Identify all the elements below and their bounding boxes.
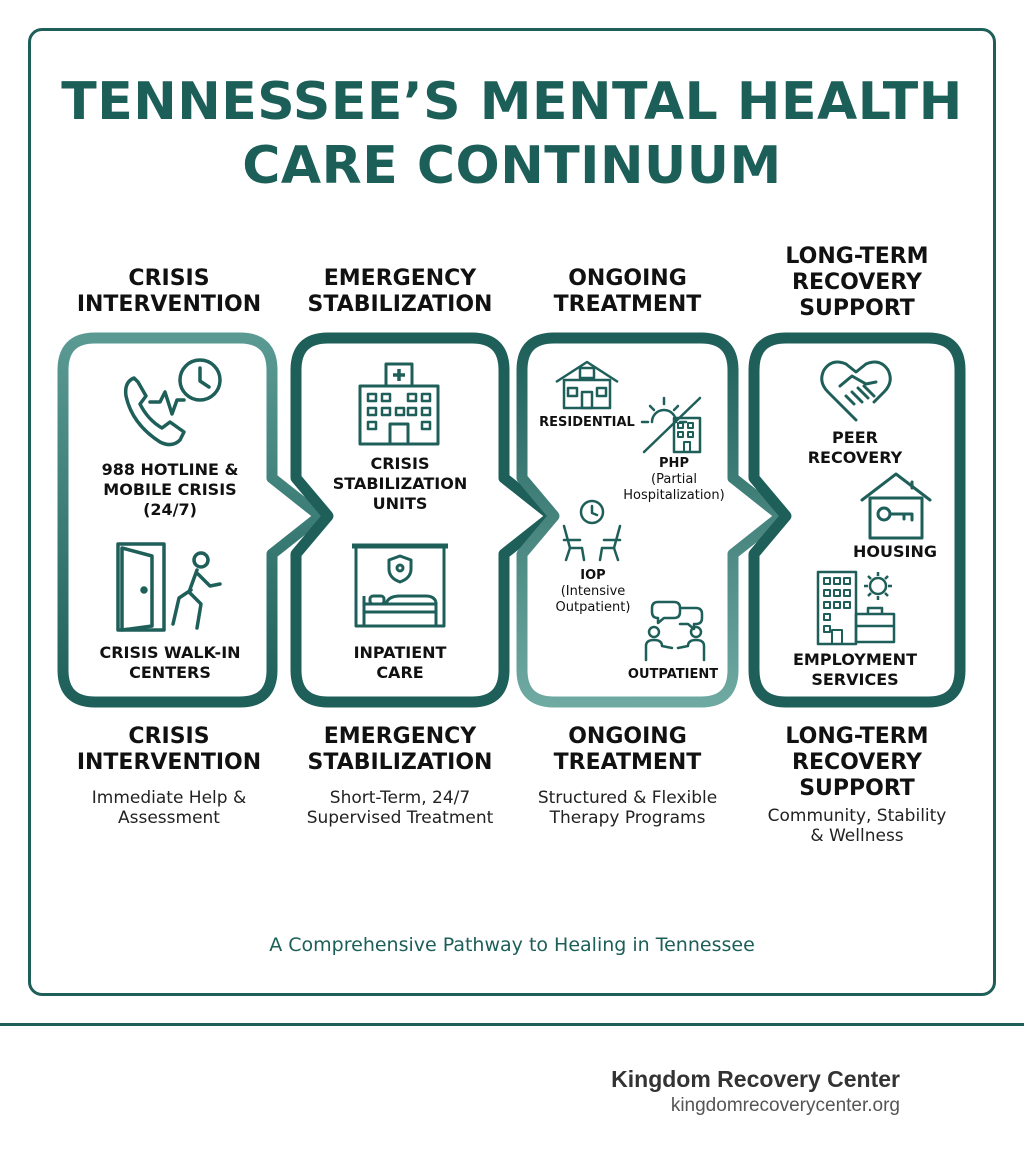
- service-label-line: INPATIENT: [353, 643, 447, 662]
- stage-2-heading-line: STABILIZATION: [307, 292, 493, 317]
- subtitle-line: Supervised Treatment: [306, 808, 494, 828]
- service-label-line: PEER: [832, 428, 878, 447]
- sun-building-icon: [640, 394, 708, 454]
- stage-3-heading-line: ONGOING: [568, 266, 687, 291]
- building-gear-briefcase-icon: [814, 568, 898, 646]
- service-label-line: OUTPATIENT: [627, 667, 719, 682]
- service-label-line: RECOVERY: [807, 448, 903, 467]
- stage-3-heading-line: ONGOING: [568, 724, 687, 749]
- subtitle-line: & Wellness: [810, 826, 904, 846]
- stage-2-heading-line: STABILIZATION: [307, 750, 493, 775]
- chairs-clock-icon: [556, 498, 628, 562]
- service-label-line: (24/7): [143, 500, 197, 519]
- door-walker-icon: [112, 540, 230, 636]
- title-line-2: CARE CONTINUUM: [242, 136, 782, 196]
- stage-4-heading-line: SUPPORT: [799, 776, 915, 801]
- stage-3-subtitle: [520, 788, 735, 828]
- bed-shield-icon: [350, 542, 450, 630]
- tagline: A Comprehensive Pathway to Healing in Tennessee: [269, 934, 755, 956]
- stage-4-heading-line: LONG-TERM: [785, 724, 929, 749]
- service-residential: [532, 415, 642, 431]
- service-label-line: Hospitalization): [623, 488, 725, 503]
- house-key-icon: [858, 470, 934, 542]
- phone-clock-icon: [112, 356, 232, 456]
- stage-4-heading-line: RECOVERY: [792, 270, 922, 295]
- service-label-line: CRISIS: [370, 454, 430, 473]
- two-people-chat-icon: [640, 598, 710, 662]
- service-label-line: CRISIS WALK-IN: [99, 643, 241, 662]
- service-label-line: 988 HOTLINE &: [101, 460, 239, 479]
- stage-2-heading-line: EMERGENCY: [323, 266, 477, 291]
- service-label-line: CENTERS: [129, 663, 211, 682]
- subtitle-line: Community, Stability: [767, 806, 947, 826]
- service-label-line: HOUSING: [853, 542, 937, 561]
- stage-1-heading-line: INTERVENTION: [76, 750, 262, 775]
- stage-3-heading-bottom: [520, 724, 735, 776]
- subtitle-line: Structured & Flexible: [537, 788, 718, 808]
- service-label-line: EMPLOYMENT: [793, 650, 917, 669]
- stage-4-subtitle: [752, 806, 962, 846]
- service-label-line: CARE: [376, 663, 424, 682]
- service-label-line: STABILIZATION: [332, 474, 468, 493]
- subtitle-line: Immediate Help &: [91, 788, 247, 808]
- heart-handshake-icon: [816, 356, 896, 424]
- service-peer-recovery: [790, 428, 920, 468]
- service-label-line: SERVICES: [811, 670, 899, 689]
- stage-1-heading-line: INTERVENTION: [76, 292, 262, 317]
- footer-divider: [0, 1023, 1024, 1026]
- service-inpatient-care: [315, 643, 485, 683]
- service-housing: [840, 542, 950, 562]
- service-php: [612, 456, 736, 504]
- stage-3-heading-line: TREATMENT: [553, 292, 702, 317]
- service-label-line: Outpatient): [555, 600, 631, 615]
- service-label-line: RESIDENTIAL: [539, 415, 635, 430]
- service-label-line: MOBILE CRISIS: [103, 480, 237, 499]
- stage-1-subtitle: [58, 788, 280, 828]
- house-icon: [552, 356, 622, 412]
- service-label-line: (Partial: [651, 472, 697, 487]
- brand-name: Kingdom Recovery Center: [611, 1066, 900, 1092]
- service-outpatient: [612, 667, 734, 683]
- service-iop: [545, 568, 641, 616]
- stage-4-heading-line: LONG-TERM: [785, 244, 929, 269]
- stage-4-heading-line: SUPPORT: [799, 296, 915, 321]
- service-988-hotline: [80, 460, 260, 520]
- stage-4-heading-bottom: [752, 724, 962, 802]
- service-crisis-walk-in: [80, 643, 260, 683]
- service-label-line: PHP: [659, 456, 689, 471]
- service-crisis-stabilization-units: [315, 454, 485, 514]
- subtitle-line: Short-Term, 24/7: [329, 788, 471, 808]
- stage-2-heading-bottom: [290, 724, 510, 776]
- title-line-1: TENNESSEE’S MENTAL HEALTH: [61, 72, 963, 132]
- brand-url[interactable]: kingdomrecoverycenter.org: [670, 1095, 900, 1116]
- stage-1-heading-bottom: [58, 724, 280, 776]
- stage-4-heading-line: RECOVERY: [792, 750, 922, 775]
- service-employment-services: [780, 650, 930, 690]
- service-label-line: IOP: [580, 568, 606, 583]
- subtitle-line: Assessment: [118, 808, 220, 828]
- service-label-line: UNITS: [372, 494, 428, 513]
- service-label-line: (Intensive: [560, 584, 626, 599]
- subtitle-line: Therapy Programs: [549, 808, 706, 828]
- hospital-icon: [352, 360, 446, 448]
- stage-3-heading-line: TREATMENT: [553, 750, 702, 775]
- stage-2-heading-line: EMERGENCY: [323, 724, 477, 749]
- stage-1-heading-line: CRISIS: [128, 724, 210, 749]
- brand-block: [611, 1066, 900, 1117]
- stage-1-heading-line: CRISIS: [128, 266, 210, 291]
- stage-2-subtitle: [290, 788, 510, 828]
